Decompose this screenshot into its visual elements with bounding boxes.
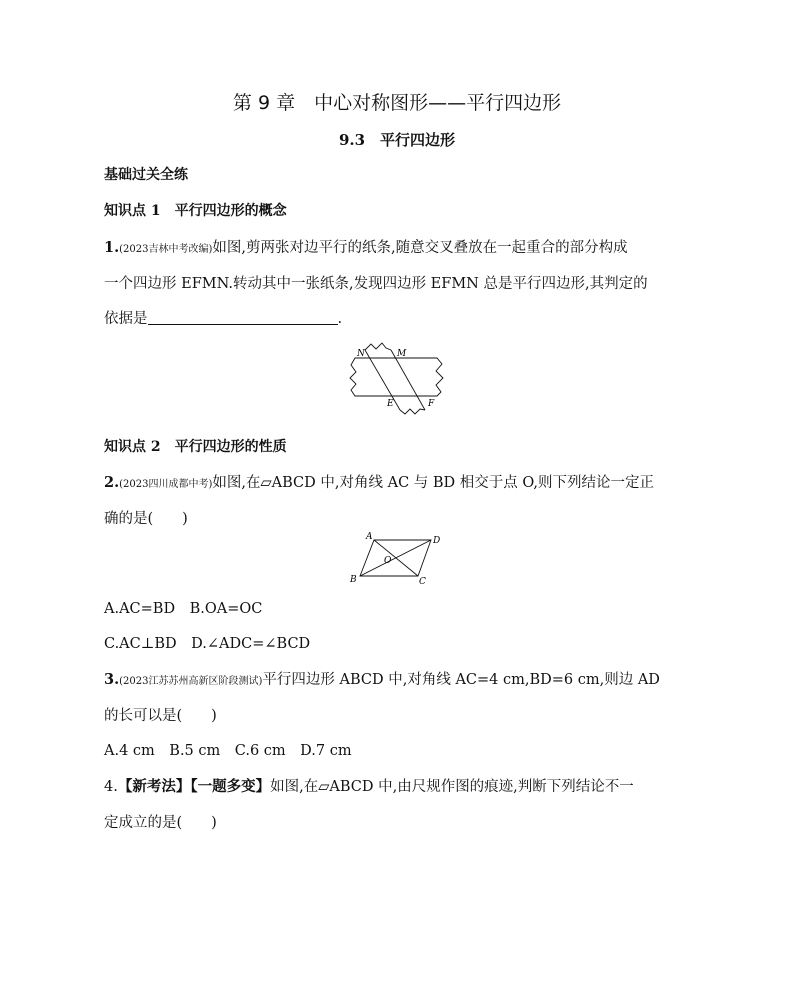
q4-line-1: [104, 775, 634, 796]
q3-line-1: [104, 668, 660, 689]
q2-number: 2.: [104, 474, 120, 491]
q4-tags: 【新考法】【一题多变】: [117, 778, 271, 795]
q1-answer-blank[interactable]: [148, 310, 338, 325]
q3-line-2: 的长可以是( ): [104, 708, 217, 724]
q4-text-1: 如图,在▱ABCD 中,由尺规作图的痕迹,判断下列结论不一: [270, 779, 634, 795]
practice-heading: 基础过关全练: [104, 167, 188, 183]
q3-options: A.4 cm B.5 cm C.6 cm D.7 cm: [104, 743, 352, 759]
q2-label-c: C: [419, 577, 426, 586]
q2-options-line-1: A.AC=BD B.OA=OC: [104, 601, 263, 617]
chapter-title: 第 9 章 中心对称图形——平行四边形: [232, 92, 562, 114]
q1-line-1: [104, 236, 628, 257]
q3-text-1: 平行四边形 ABCD 中,对角线 AC=4 cm,BD=6 cm,则边 AD: [262, 672, 660, 688]
q2-parallelogram-figure: [346, 530, 448, 586]
q1-label-e: E: [387, 399, 394, 409]
q1-number: 1.: [104, 239, 120, 256]
q2-line-1: [104, 471, 654, 492]
q3-source: (2023江苏苏州高新区阶段测试): [119, 676, 263, 687]
q2-source: (2023四川成都中考): [119, 479, 213, 490]
knowledge-point-1-heading: 知识点 1 平行四边形的概念: [104, 203, 287, 219]
q4-number: 4.: [104, 779, 118, 795]
q2-label-b: B: [350, 575, 357, 585]
q1-horizontal-strip: [350, 358, 443, 396]
q1-text-1: 如图,剪两张对边平行的纸条,随意交叉叠放在一起重合的部分构成: [212, 240, 628, 256]
q4-line-2: 定成立的是( ): [104, 815, 217, 831]
q1-line-3: [104, 307, 342, 328]
q1-line-2: 一个四边形 EFMN.转动其中一张纸条,发现四边形 EFMN 总是平行四边形,其判定的: [104, 276, 648, 292]
q1-slanted-strip-top: [365, 343, 391, 350]
q2-line-2: 确的是( ): [104, 511, 188, 527]
q2-label-o: O: [384, 556, 392, 566]
q3-number: 3.: [104, 671, 120, 688]
q1-label-f: F: [428, 399, 435, 409]
q1-label-n: N: [357, 349, 365, 359]
q1-slanted-strip-right-edge: [391, 350, 425, 410]
q1-slanted-strip-bottom: [400, 409, 425, 414]
q2-options-line-2: C.AC⊥BD D.∠ADC=∠BCD: [104, 636, 311, 652]
q2-label-a: A: [366, 532, 373, 542]
q1-text-3-end: .: [337, 311, 343, 327]
q1-label-m: M: [397, 349, 407, 359]
q1-slanted-strip-left-edge: [365, 350, 400, 410]
section-title: 9.3 平行四边形: [338, 131, 456, 149]
q1-source: (2023吉林中考改编): [119, 244, 213, 255]
q1-paper-strips-figure: [345, 340, 450, 416]
q2-label-d: D: [433, 536, 441, 546]
knowledge-point-2-heading: 知识点 2 平行四边形的性质: [104, 439, 287, 455]
q2-text-1: 如图,在▱ABCD 中,对角线 AC 与 BD 相交于点 O,则下列结论一定正: [212, 475, 655, 491]
q1-text-3: 依据是: [104, 311, 148, 327]
